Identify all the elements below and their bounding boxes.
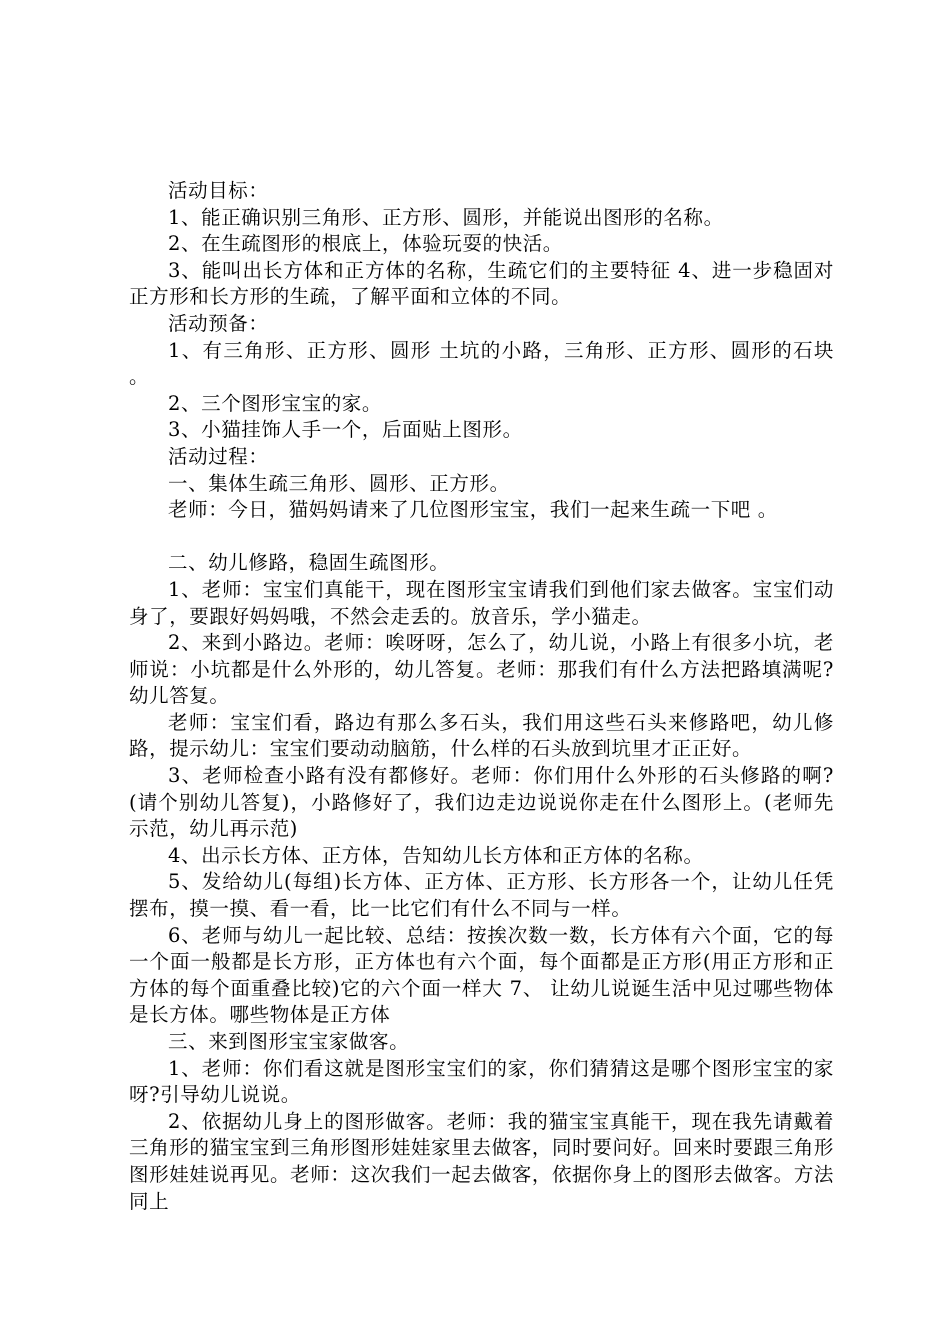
paragraph-section-2-heading: 二、幼儿修路，稳固生疏图形。 [168,551,450,575]
document-body [129,178,834,1215]
paragraph-activity-goals-heading: 活动目标： [168,179,269,202]
paragraph-section-2-item-1: 1、老师：宝宝们真能干，现在图形宝宝请我们到他们家去做客。宝宝们动身了，要跟好妈妈哦，不然会走丢的。放音乐，学小猫走。 [129,577,834,628]
paragraph-section-1-heading: 一、集体生疏三角形、圆形、正方形。 [168,471,510,495]
paragraph-section-2-item-6-7: 6、老师与幼儿一起比较、总结：按挨次数一数，长方体有六个面，它的每一个面一般都是长方形，正方体也有六个面，每个面都是正方形(用正方形和正方体的每个面重叠比较)它的六个面一样大 7、 让幼儿说诞生活中见过哪些物体是长方体。哪些物体是正方体 [129,923,834,1027]
paragraph-process-heading: 活动过程： [168,444,269,468]
paragraph-section-3-heading: 三、来到图形宝宝家做客。 [168,1030,410,1053]
paragraph-section-2-item-5: 5、发给幼儿(每组)长方体、正方体、正方形、长方形各一个，让幼儿任凭摆布，摸一摸、看一看，比一比它们有什么不同与一样。 [129,870,834,921]
blank-line [129,524,834,551]
paragraph-section-3-item-2: 2、依据幼儿身上的图形做客。老师：我的猫宝宝真能干，现在我先请戴着三角形的猫宝宝到三角形图形娃娃家里去做客，同时要问好。回来时要跟三角形图形娃娃说再见。老师：这次我们一起去做客，依据你身上的图形去做客。方法同上 [129,1109,834,1213]
paragraph-section-2-item-3: 3、老师检查小路有没有都修好。老师：你们用什么外形的石头修路的啊?(请个别幼儿答复)，小路修好了，我们边走边说说你走在什么图形上。(老师先示范，幼儿再示范) [129,764,834,841]
paragraph-section-3-item-1: 1、老师：你们看这就是图形宝宝们的家，你们猜猜这是哪个图形宝宝的家呀?引导幼儿说说。 [129,1056,834,1107]
paragraph-goal-2: 2、在生疏图形的根底上，体验玩耍的快活。 [168,232,563,256]
paragraph-goal-1: 1、能正确识别三角形、正方形、圆形，并能说出图形的名称。 [168,205,724,229]
paragraph-preparation-heading: 活动预备： [168,311,269,335]
paragraph-section-2-item-4: 4、出示长方体、正方体，告知幼儿长方体和正方体的名称。 [168,843,704,867]
paragraph-goal-3-4: 3、能叫出长方体和正方体的名称，生疏它们的主要特征 4、进一步稳固对正方形和长方形的生疏，了解平面和立体的不同。 [129,258,834,309]
paragraph-preparation-2: 2、三个图形宝宝的家。 [168,391,383,415]
paragraph-section-1-teacher: 老师：今日，猫妈妈请来了几位图形宝宝，我们一起来生疏一下吧 。 [168,498,778,522]
paragraph-preparation-3: 3、小猫挂饰人手一个，后面贴上图形。 [168,418,523,442]
paragraph-section-2-teacher: 老师：宝宝们看，路边有那么多石头，我们用这些石头来修路吧，幼儿修路，提示幼儿：宝宝们要动动脑筋，什么样的石头放到坑里才正正好。 [129,710,834,761]
paragraph-section-2-item-2: 2、来到小路边。老师：唉呀呀，怎么了，幼儿说，小路上有很多小坑，老师说：小坑都是什么外形的，幼儿答复。老师：那我们有什么方法把路填满呢?幼儿答复。 [129,631,834,708]
paragraph-preparation-1: 1、有三角形、正方形、圆形 土坑的小路，三角形、正方形、圆形的石块 。 [129,338,834,389]
